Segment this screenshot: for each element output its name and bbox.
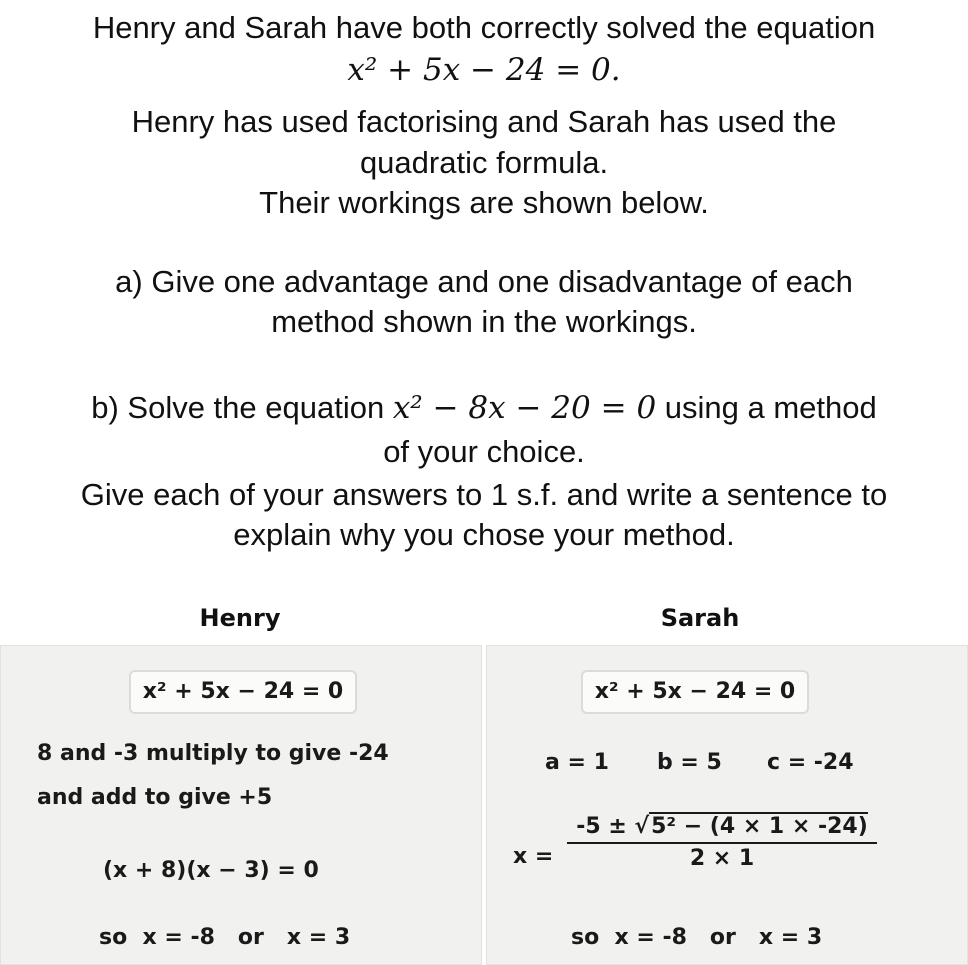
henry-root-2: x = 3 [286, 925, 351, 950]
part-a-line-1: a) Give one advantage and one disadvantage of each [115, 264, 853, 299]
sarah-or: or [709, 925, 736, 950]
henry-factorised: (x + 8)(x − 3) = 0 [103, 858, 319, 883]
sarah-coefficient-c: c = -24 [767, 750, 854, 775]
sarah-equation: x² + 5x − 24 = 0 [594, 679, 796, 704]
henry-root-1: x = -8 [142, 925, 215, 950]
part-b-equation: x² − 8x − 20 = 0 [392, 390, 657, 426]
part-b-prefix: b) Solve the equation [91, 390, 393, 425]
sarah-coefficient-a: a = 1 [545, 750, 609, 775]
main-equation: x² + 5x − 24 = 0. [347, 52, 621, 88]
question-line-5: Their workings are shown below. [259, 185, 709, 220]
sarah-equation-box [581, 670, 809, 714]
part-b-suffix: using a method [656, 390, 877, 425]
henry-equation-box [129, 670, 357, 714]
sarah-radicand: 5² − (4 × 1 × -24) [651, 814, 868, 839]
instruction-line-1: Give each of your answers to 1 s.f. and write a sentence to [80, 477, 888, 512]
part-b-line-2: of your choice. [383, 434, 585, 469]
henry-so: so [99, 925, 128, 950]
sarah-quadratic-fraction [567, 812, 877, 874]
henry-step-line-1: 8 and -3 multiply to give -24 [37, 741, 389, 766]
sarah-numerator-prefix: -5 ± [576, 814, 627, 839]
sarah-name: Sarah [660, 604, 740, 632]
part-b-line-1 [0, 388, 968, 428]
sarah-numerator [567, 812, 877, 844]
henry-name: Henry [199, 604, 281, 632]
sarah-root-1: x = -8 [614, 925, 687, 950]
sarah-root-2: x = 3 [758, 925, 823, 950]
part-a-line-2: method shown in the workings. [271, 304, 697, 339]
henry-conclusion [99, 923, 350, 953]
sarah-denominator: 2 × 1 [689, 846, 755, 871]
sarah-working-panel [486, 645, 968, 965]
henry-step-line-2: and add to give +5 [37, 785, 273, 810]
sarah-x-equals: x = [513, 844, 554, 869]
question-line-1: Henry and Sarah have both correctly solved the equation [92, 10, 876, 45]
question-line-4: quadratic formula. [359, 145, 609, 180]
henry-or: or [237, 925, 264, 950]
square-root-icon: √ [634, 814, 650, 839]
sarah-coefficient-b: b = 5 [657, 750, 722, 775]
instruction-line-2: explain why you chose your method. [233, 517, 735, 552]
henry-working-panel [0, 645, 482, 965]
sarah-conclusion [571, 923, 822, 953]
question-line-3: Henry has used factorising and Sarah has used the [131, 104, 837, 139]
henry-equation: x² + 5x − 24 = 0 [142, 679, 344, 704]
sarah-so: so [571, 925, 600, 950]
